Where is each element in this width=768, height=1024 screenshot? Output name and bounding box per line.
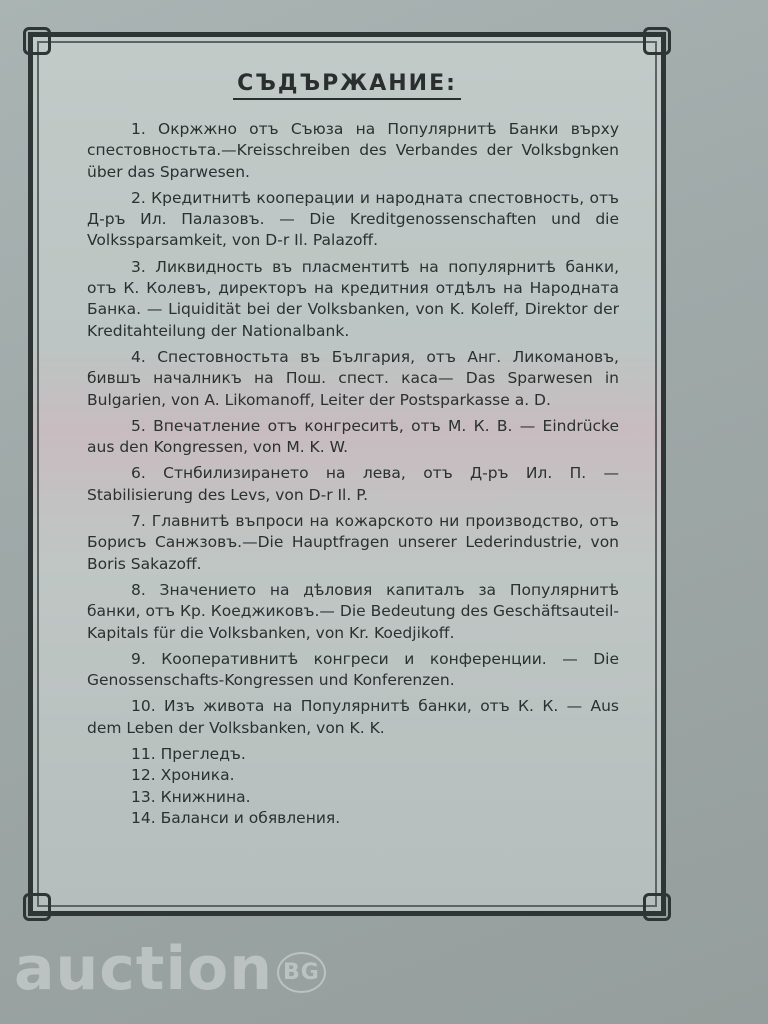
contents-entry: 5. Впечатление отъ конгреситѣ, отъ М. К. В. — Eindrücke aus den Kongressen, von M. K. W. (87, 416, 619, 457)
page-title (33, 71, 661, 96)
contents-entry: 12. Хроника. (131, 766, 235, 785)
watermark-suffix: BG (277, 952, 326, 993)
frame-corner-ornament (643, 893, 671, 921)
contents-list (87, 119, 619, 829)
contents-entry: 4. Спестовностьта въ България, отъ Анг. Ликомановъ, бившъ началникъ на Пош. спест. каса— Das Sparwesen in Bulgarien, von A. Likomanoff, Leiter der Postsparkasse a. D. (87, 347, 619, 409)
frame-corner-ornament (643, 27, 671, 55)
contents-entry: 8. Значението на дѣловия капиталъ за Популярнитѣ банки, отъ Кр. Коеджиковъ.— Die Bedeutung des Geschäftsauteil-Kapitals für die Volksbanken, von Kr. Koedjikoff. (87, 580, 619, 642)
contents-entry: 3. Ликвидность въ пласментитѣ на популярнитѣ банки, отъ К. Колевъ, директоръ на кредитния отдѣлъ на Народната Банка. — Liquidität bei der Volksbanken, von K. Koleff, Direktor der Kreditahteilung der Nationalbank. (87, 257, 619, 340)
page-frame (28, 32, 666, 916)
contents-entry: 9. Кооперативнитѣ конгреси и конференции. — Die Genossenschafts-Kongressen und Konferenzen. (87, 649, 619, 690)
contents-entry: 6. Стнбилизирането на лева, отъ Д-ръ Ил. П. — Stabilisierung des Levs, von D-r Il. P. (87, 464, 619, 504)
page-title-text: СЪДЪРЖАНИЕ: (233, 71, 461, 100)
watermark-logo (14, 934, 326, 1004)
contents-entry: 7. Главнитѣ въпроси на кожарското ни производство, отъ Борисъ Санжзовъ.—Die Hauptfragen unserer Lederindustrie, von Boris Sakazoff. (87, 512, 619, 573)
contents-entry: 2. Кредитнитѣ кооперации и народната спестовность, отъ Д-ръ Ил. Палазовъ. — Die Kreditgenossenschaften und die Volkssparsamkeit, von D-r Il. Palazoff. (87, 188, 619, 250)
watermark-text: auction (14, 934, 273, 1004)
contents-entry: 10. Изъ живота на Популярнитѣ банки, отъ К. К. — Aus dem Leben der Volksbanken, von K. K. (87, 697, 619, 737)
contents-entry: 13. Книжнина. (131, 787, 251, 806)
contents-entry: 11. Прегледъ. (131, 745, 246, 764)
contents-entry: 14. Баланси и обявления. (131, 808, 341, 827)
frame-corner-ornament (23, 893, 51, 921)
contents-entry: 1. Окржжно отъ Съюза на Популярнитѣ Банки върху спестовностьта.—Kreisschreiben des Verbandes der Volksbgnken über das Sparwesen. (87, 120, 619, 181)
frame-corner-ornament (23, 27, 51, 55)
